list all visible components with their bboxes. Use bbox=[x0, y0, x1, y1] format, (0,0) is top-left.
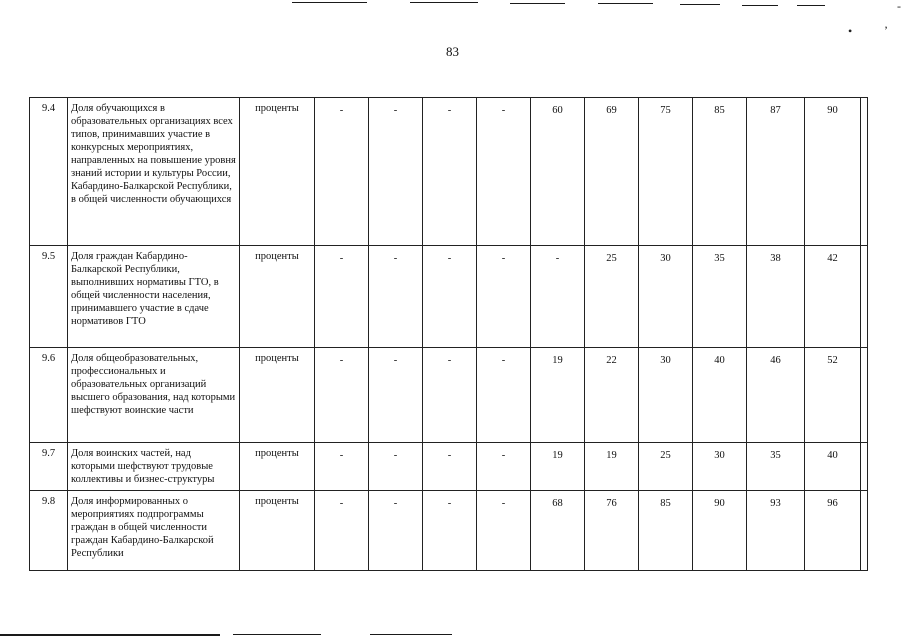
row-value: - bbox=[369, 98, 423, 246]
scan-line-top-7 bbox=[797, 5, 825, 6]
table-row bbox=[30, 246, 868, 348]
row-value: - bbox=[369, 491, 423, 571]
row-value: 68 bbox=[531, 491, 585, 571]
row-value: 19 bbox=[585, 443, 639, 491]
scan-line-top-3 bbox=[510, 3, 565, 4]
row-description: Доля обучающихся в образовательных организациях всех типов, принимавших участие в конкурсных мероприятиях, направленных на повышение уровня знаний истории и культуры России, Кабардино-Балкарской Республики, в общей численности обучающихся bbox=[68, 98, 240, 246]
row-code: 9.4 bbox=[30, 98, 68, 246]
row-code: 9.8 bbox=[30, 491, 68, 571]
row-extra-empty-cell bbox=[861, 98, 868, 246]
indicator-table bbox=[29, 97, 868, 571]
row-description: Доля воинских частей, над которыми шефствуют трудовые коллективы и бизнес-структуры bbox=[68, 443, 240, 491]
row-code: 9.7 bbox=[30, 443, 68, 491]
scan-line-top-6 bbox=[742, 5, 778, 6]
row-value: 19 bbox=[531, 348, 585, 443]
row-value: 25 bbox=[585, 246, 639, 348]
scan-line-top-1 bbox=[292, 2, 367, 3]
scan-line-top-2 bbox=[410, 2, 478, 3]
row-code: 9.6 bbox=[30, 348, 68, 443]
row-extra-empty-cell bbox=[861, 443, 868, 491]
row-value: 90 bbox=[693, 491, 747, 571]
table-row bbox=[30, 98, 868, 246]
row-value: - bbox=[423, 98, 477, 246]
row-value: 69 bbox=[585, 98, 639, 246]
row-value: 22 bbox=[585, 348, 639, 443]
row-value: - bbox=[477, 348, 531, 443]
row-value: - bbox=[423, 348, 477, 443]
row-value: 93 bbox=[747, 491, 805, 571]
row-value: 96 bbox=[805, 491, 861, 571]
scan-line-bottom-1 bbox=[0, 634, 220, 636]
row-value: - bbox=[369, 246, 423, 348]
page-number: 83 bbox=[446, 44, 459, 59]
scan-line-top-5 bbox=[680, 4, 720, 5]
row-value: - bbox=[477, 246, 531, 348]
row-description: Доля граждан Кабардино-Балкарской Республики, выполнивших нормативы ГТО, в общей численности населения, принимавшего участие в сдаче нормативов ГТО bbox=[68, 246, 240, 348]
row-value: 38 bbox=[747, 246, 805, 348]
scan-line-bottom-3 bbox=[370, 634, 452, 635]
row-unit: проценты bbox=[240, 246, 315, 348]
row-code: 9.5 bbox=[30, 246, 68, 348]
table-row bbox=[30, 491, 868, 571]
row-value: 76 bbox=[585, 491, 639, 571]
row-value: - bbox=[477, 443, 531, 491]
row-extra-empty-cell bbox=[861, 246, 868, 348]
row-value: 40 bbox=[693, 348, 747, 443]
row-value: 87 bbox=[747, 98, 805, 246]
row-unit: проценты bbox=[240, 98, 315, 246]
row-value: 60 bbox=[531, 98, 585, 246]
row-value: 19 bbox=[531, 443, 585, 491]
row-value: 35 bbox=[747, 443, 805, 491]
row-description: Доля информированных о мероприятиях подпрограммы граждан в общей численности граждан Кабардино-Балкарской Республики bbox=[68, 491, 240, 571]
row-value: 85 bbox=[693, 98, 747, 246]
row-value: 42 bbox=[805, 246, 861, 348]
row-unit: проценты bbox=[240, 491, 315, 571]
row-value: 52 bbox=[805, 348, 861, 443]
row-value: 46 bbox=[747, 348, 805, 443]
table-row bbox=[30, 443, 868, 491]
row-value: - bbox=[315, 491, 369, 571]
header-mark-apostrophe: ’ bbox=[884, 23, 888, 37]
row-value: - bbox=[369, 443, 423, 491]
row-value: 25 bbox=[639, 443, 693, 491]
row-value: - bbox=[477, 491, 531, 571]
row-value: - bbox=[369, 348, 423, 443]
row-value: 35 bbox=[693, 246, 747, 348]
row-description: Доля общеобразовательных, профессиональных и образовательных организаций высшего образования, над которыми шефствуют воинские части bbox=[68, 348, 240, 443]
row-unit: проценты bbox=[240, 443, 315, 491]
row-value: 30 bbox=[693, 443, 747, 491]
row-value: 75 bbox=[639, 98, 693, 246]
row-value: 30 bbox=[639, 348, 693, 443]
row-value: - bbox=[477, 98, 531, 246]
row-value: 40 bbox=[805, 443, 861, 491]
row-value: 85 bbox=[639, 491, 693, 571]
row-value: - bbox=[315, 348, 369, 443]
row-value: 90 bbox=[805, 98, 861, 246]
table-body bbox=[30, 98, 868, 571]
scan-line-top-4 bbox=[598, 3, 653, 4]
scan-line-bottom-2 bbox=[233, 634, 321, 635]
row-extra-empty-cell bbox=[861, 348, 868, 443]
row-extra-empty-cell bbox=[861, 491, 868, 571]
row-value: - bbox=[315, 98, 369, 246]
row-value: - bbox=[315, 443, 369, 491]
table-row bbox=[30, 348, 868, 443]
header-mark-dot: • bbox=[848, 24, 853, 38]
row-value: - bbox=[423, 491, 477, 571]
row-unit: проценты bbox=[240, 348, 315, 443]
row-value: - bbox=[531, 246, 585, 348]
row-value: 30 bbox=[639, 246, 693, 348]
row-value: - bbox=[423, 443, 477, 491]
row-value: - bbox=[315, 246, 369, 348]
row-value: - bbox=[423, 246, 477, 348]
header-mark-dash: - bbox=[897, 0, 901, 13]
